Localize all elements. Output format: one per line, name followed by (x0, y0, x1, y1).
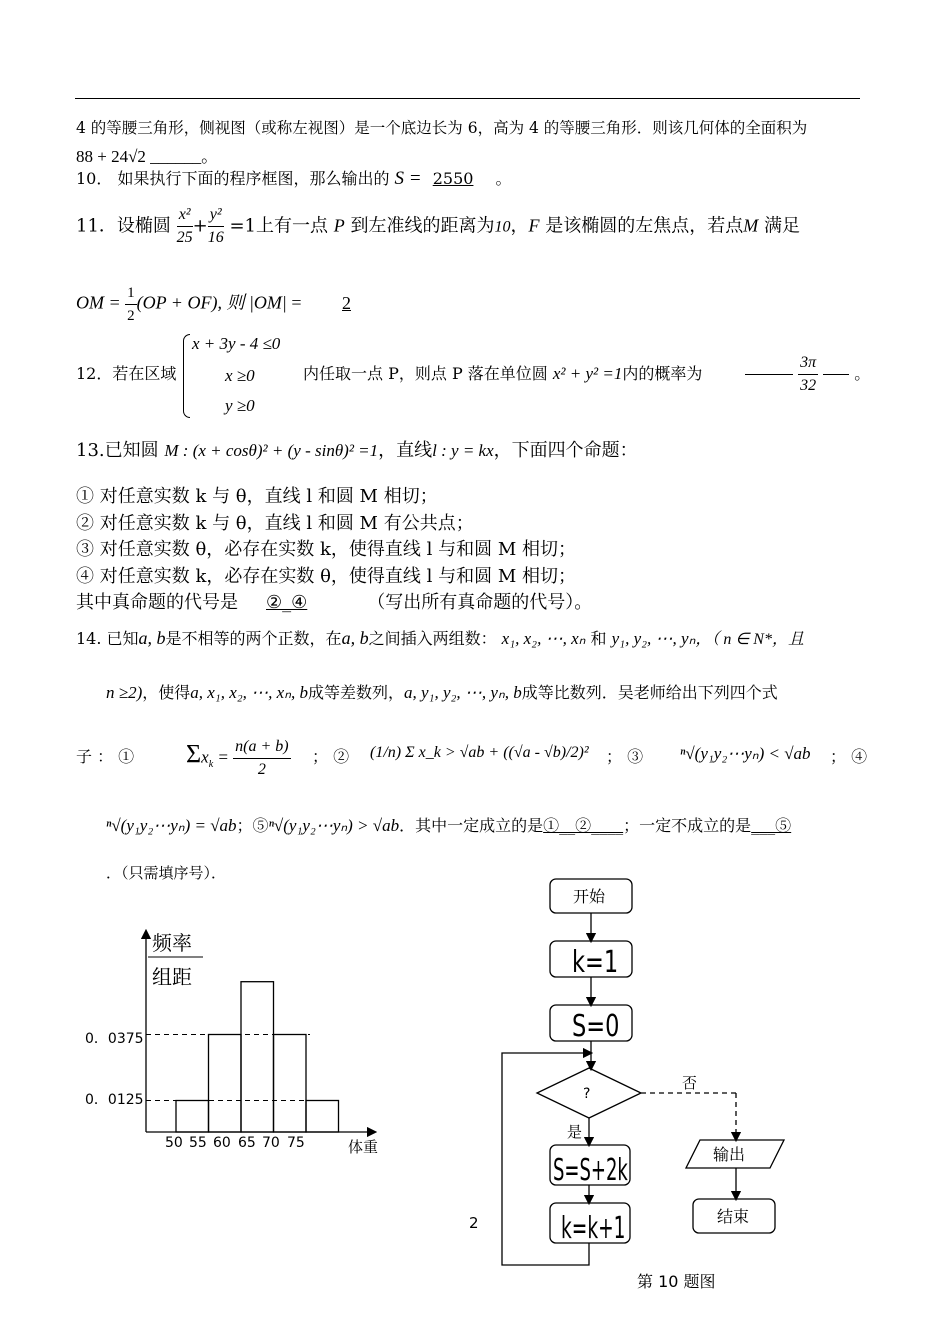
q14-l4-mid2: ；一定不成立的是 (623, 816, 752, 835)
q13-mid: ，直线 (378, 440, 433, 461)
q11-eq2: = (291, 292, 302, 313)
q13-circle: M : (x + cosθ)² + (y - sinθ)² =1 (164, 441, 379, 460)
x-tick-label: 70 (262, 1135, 280, 1151)
q10-text: 10． 如果执行下面的程序框图，那么输出的 (76, 169, 390, 188)
q14-seq1: a, x₁, x₂, ⋯, xₙ, b (190, 683, 308, 702)
q14-ab2: a, b (341, 628, 369, 648)
histogram-bar (176, 1101, 209, 1133)
q11-F: F (528, 215, 540, 236)
q14-l2c: 成等差数列， (308, 683, 405, 702)
q9-answer: 88 + 24√2 (76, 147, 146, 166)
q14-l2a: n ≥2) (106, 683, 143, 702)
y-tick-0125: 0．0125 (85, 1092, 144, 1108)
q13-item-4: ④ 对任意实数 k，必存在实数 θ，使得直线 l 与和圆 M 相切； (76, 565, 576, 587)
q14-f5: ⁿ√(y₁y₂⋯yₙ) > √ab (268, 816, 400, 835)
q10-end: 。 (495, 169, 512, 188)
q14-l3c: ； ③ (606, 747, 644, 766)
q13-tail: ，下面四个命题： (493, 440, 638, 461)
ylabel-top: 频率 (152, 931, 192, 955)
q12-prefix: 12．若在区域 (76, 364, 177, 383)
q13-answer-post: （写出所有真命题的代号）。 (367, 592, 593, 613)
q13-item-3: ③ 对任意实数 θ，必存在实数 k，使得直线 l 与和圆 M 相切； (76, 539, 576, 560)
q14-f4: ⁿ√(y₁y₂⋯yₙ) = √ab (106, 816, 237, 835)
q11-mid1: 上有一点 (256, 215, 329, 237)
q13-head: 13.已知圆 (76, 440, 159, 461)
fc-no-label: 否 (682, 1074, 698, 1092)
q14-xs: x₁, x₂, ⋯, xₙ (501, 629, 586, 648)
q13-answer-pre: 其中真命题的代号是 (76, 592, 238, 613)
y-tick-0375: 0．0375 (85, 1031, 144, 1047)
q11-eq1: =1 (229, 215, 257, 237)
q11-om: OM = (76, 292, 121, 313)
q14-ab1: a, b (138, 628, 166, 648)
q14-never: ___⑤ (751, 816, 792, 835)
q14-f1-num: n(a + b) (233, 736, 290, 759)
q11-end: 满足 (763, 215, 800, 237)
q14-f2: (1/n) Σ x_k > √ab + ((√a - √b)/2)² (370, 744, 589, 761)
q11-half: $\frac{1}{2}$ (125, 282, 137, 327)
fc-decision-label: ? (583, 1086, 591, 1102)
q13-item-1: ① 对任意实数 k 与 θ，直线 l 和圆 M 相切； (76, 486, 438, 507)
q11-M: M (743, 215, 759, 236)
fc-s-update-label: S=S+2k (553, 1152, 628, 1188)
x-label: 体重 (348, 1138, 379, 1156)
q14-l2b: ，使得 (142, 683, 191, 702)
x-tick-label: 65 (238, 1135, 256, 1151)
histogram-guides (146, 1035, 310, 1101)
fc-s-init-label: S=0 (572, 1008, 620, 1044)
histogram-bar (274, 1035, 307, 1133)
q14-ys: y₁, y₂, ⋯, yₙ (611, 629, 696, 648)
q14-l3a: 子 ： ① (76, 747, 135, 766)
q14-f1: $\Sigma x_k$ = $\frac{n(a + b)}{2}$ (186, 736, 291, 781)
histogram-bars (176, 982, 339, 1132)
q10-var: S = (394, 168, 422, 189)
q14-l1c: 之间插入两组数： (368, 629, 497, 648)
x-tick-label: 75 (287, 1135, 305, 1151)
histogram-x-ticks (165, 1135, 305, 1151)
q12-end: 。 (854, 364, 871, 383)
q9-blank: ______。 (150, 147, 219, 166)
q11-frac-x: $\frac{\text{x²}}{25}$ (176, 206, 193, 246)
q12-mid: 内任取一点 P，则点 P 落在单位圆 (303, 364, 548, 383)
fc-k-update-label: k=k+1 (561, 1210, 626, 1246)
q11-mid3: 是该椭圆的左焦点，若点 (545, 215, 744, 237)
histogram-bar (306, 1101, 339, 1133)
histogram-bar (241, 982, 274, 1132)
q14-f5-pre: ；⑤ (236, 816, 269, 835)
q11-prefix: 11．设椭圆 (76, 215, 171, 237)
q14-l1b: 是不相等的两个正数，在 (165, 629, 342, 648)
q13-item-2: ② 对任意实数 k 与 θ，直线 l 和圆 M 有公共点； (76, 512, 474, 534)
q14-must: ①__②____ (543, 816, 624, 835)
q12-answer-frac: $\frac{3\pi}{32}$ (798, 352, 818, 397)
q11-expr: (OP + OF), 则 (136, 292, 245, 313)
fc-k-init-label: k=1 (572, 944, 619, 980)
q12-end-text: 内的概率为 (622, 364, 703, 383)
x-tick-label: 60 (213, 1135, 231, 1151)
fc-output-label: 输出 (713, 1145, 746, 1164)
q12-ineq3: y ≥0 (225, 396, 255, 415)
q14-l3b: ； ② (312, 747, 350, 766)
fc-end-label: 结束 (717, 1207, 750, 1226)
fc-start-label: 开始 (573, 887, 606, 906)
q11-answer: 2 (342, 292, 351, 313)
q12-ineq1: x + 3y - 4 ≤0 (192, 334, 281, 353)
fc-caption: 第 10 题图 (637, 1272, 716, 1291)
q10-answer: 2550 (432, 169, 474, 188)
q14-and: 和 (590, 629, 607, 648)
q14-line5: ．（只需填序号）． (106, 864, 227, 882)
q12-circle: x² + y² =1 (552, 364, 623, 383)
fc-yes-label: 是 (567, 1123, 583, 1141)
q11-mid2: 到左准线的距离为 (350, 215, 495, 237)
q11-P: P (333, 215, 345, 236)
q11-abs: |OM| (248, 292, 287, 313)
q12-ineq2: x ≥0 (225, 366, 255, 385)
q11-ten: 10 (494, 218, 511, 236)
q13-line-eq: l : y = kx (432, 441, 494, 460)
histogram-bar (209, 1035, 242, 1133)
q14-f3: ⁿ√(y₁y₂⋯yₙ) < √ab (680, 744, 811, 763)
q14-l3d: ； ④ (830, 747, 868, 766)
page-number: 2 (469, 1214, 479, 1232)
q14-cond: ，（ n ∈ N*，且 (695, 631, 804, 648)
q14-f1-den: 2 (257, 761, 266, 778)
q11-frac-y: $\frac{\text{y²}}{16}$ (207, 206, 224, 246)
q11-line1: 11．设椭圆 $\frac{\text{x²}}{25}$ + $\frac{\text{y²}}{16}$ =1上有一点 P 到左准线的距离为10，F 是该椭圆的左焦点，若点M 满足 (76, 204, 800, 249)
x-tick-label: 55 (189, 1135, 207, 1151)
q14-l4-mid: ．其中一定成立的是 (399, 816, 544, 835)
ylabel-bottom: 组距 (152, 965, 192, 989)
q9-line1: 4 的等腰三角形，侧视图（或称左视图）是一个底边长为 6，高为 4 的等腰三角形．则该几何体的全面积为 (76, 119, 808, 137)
q14-l1a: 14. 已知 (76, 629, 139, 648)
q14-seq2: a, y₁, y₂, ⋯, yₙ, b (404, 683, 522, 702)
q13-answer: ②_④ (266, 592, 308, 613)
q14-l2d: 成等比数列．吴老师给出下列四个式 (521, 683, 778, 702)
q11-comma: ， (510, 215, 529, 237)
x-tick-label: 50 (165, 1135, 183, 1151)
